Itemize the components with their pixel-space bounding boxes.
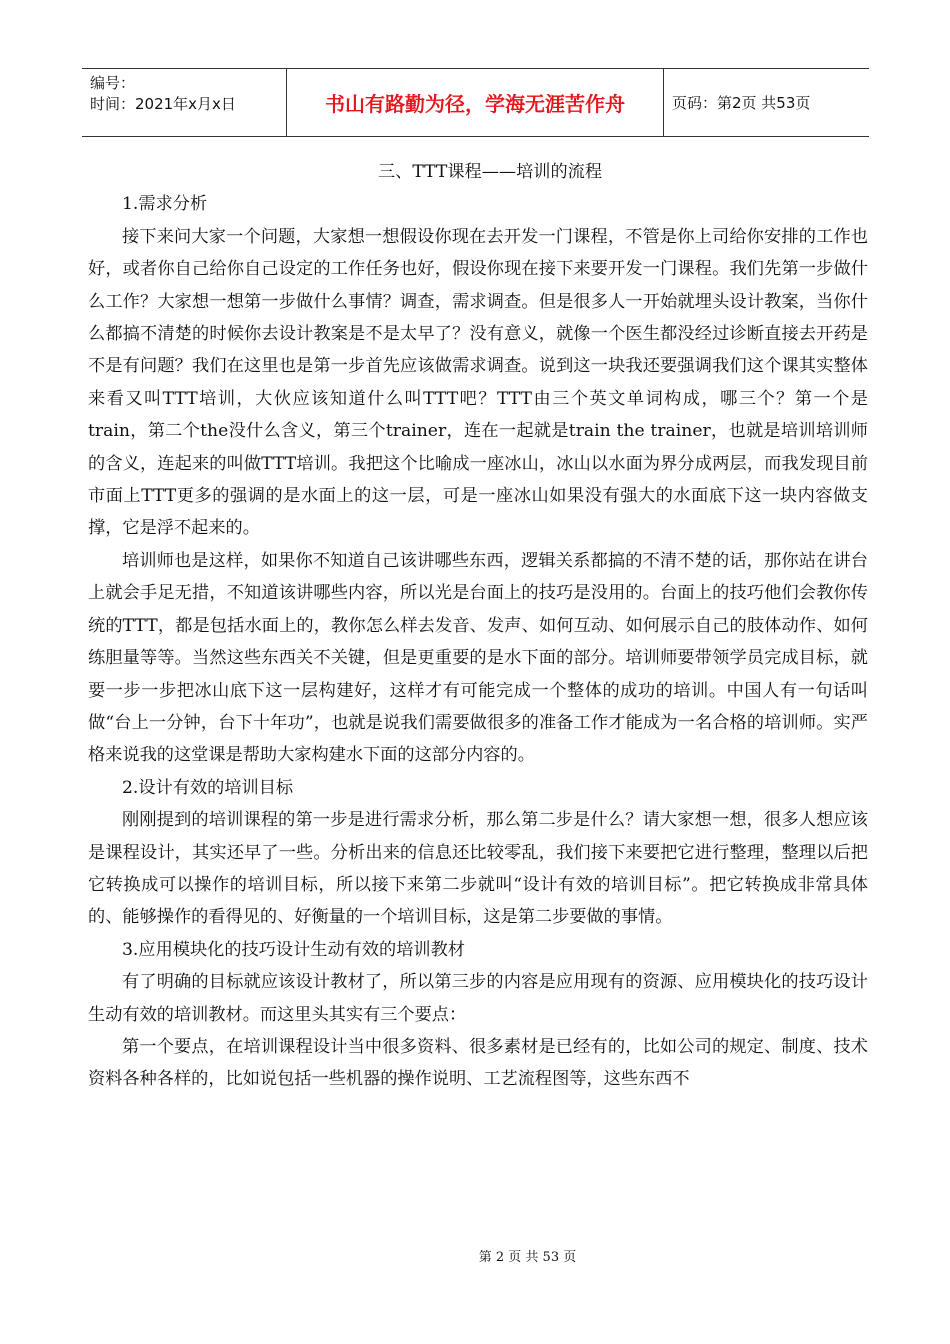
paragraph: 有了明确的目标就应该设计教材了，所以第三步的内容是应用现有的资源、应用模块化的技巧设计生动有效的培训教材。而这里头其实有三个要点： — [88, 972, 868, 1025]
header-meta — [82, 69, 287, 136]
page-footer: 第 2 页 共 53 页 — [478, 1250, 577, 1265]
section-title: 三、TTT课程——培训的流程 — [377, 162, 603, 182]
document-body — [88, 156, 868, 1096]
page-header — [82, 68, 869, 137]
motto-text: 书山有路勤为径，学海无涯苦作舟 — [325, 92, 625, 116]
heading-needs-analysis: 1.需求分析 — [122, 194, 208, 215]
paragraph: 刚刚提到的培训课程的第一步是进行需求分析，那么第二步是什么？请大家想一想，很多人想应该是课程设计，其实还早了一些。分析出来的信息还比较零乱，我们接下来要把它进行整理，整理以后把它转换成可以操作的培训目标，所以接下来第二步就叫“设计有效的培训目标”。把它转换成非常具体的、能够操作的看得见的、好衡量的一个培训目标，这是第二步要做的事情。 — [88, 810, 868, 928]
heading-training-goals: 2.设计有效的培训目标 — [122, 777, 294, 798]
time-label: 时间：2021年x月x日 — [90, 95, 236, 113]
paragraph: 接下来问大家一个问题，大家想一想假设你现在去开发一门课程，不管是你上司给你安排的工作也好，或者你自己给你自己设定的工作任务也好，假设你现在接下来要开发一门课程。我们先第一步做什么工作？大家想一想第一步做什么事情？调查，需求调查。但是很多人一开始就埋头设计教案，当你什么都搞不清楚的时候你去设计教案是不是太早了？没有意义，就像一个医生都没经过诊断直接去开药是不是有问题？我们在这里也是第一步首先应该做需求调查。说到这一块我还要强调我们这个课其实整体来看又叫TTT培训，大伙应该知道什么叫TTT吧？TTT由三个英文单词构成，哪三个？第一个是train，第二个the没什么含义，第三个trainer，连在一起就是train the trainer，也就是培训培训师的含义，连起来的叫做TTT培训。我把这个比喻成一座冰山，冰山以水面为界分成两层，而我发现目前市面上TTT更多的强调的是水面上的这一层，可是一座冰山如果没有强大的水面底下这一块内容做支撑，它是浮不起来的。 — [88, 226, 868, 539]
page-label: 页码：第2页 共53页 — [672, 94, 811, 112]
paragraph: 第一个要点，在培训课程设计当中很多资料、很多素材是已经有的，比如公司的规定、制度、技术资料各种各样的，比如说包括一些机器的操作说明、工艺流程图等，这些东西不 — [88, 1036, 868, 1090]
header-page — [664, 69, 869, 136]
paragraph: 培训师也是这样，如果你不知道自己该讲哪些东西，逻辑关系都搞的不清不楚的话，那你站在讲台上就会手足无措，不知道该讲哪些内容，所以光是台面上的技巧是没用的。台面上的技巧他们会教你传统的TTT，都是包括水面上的，教你怎么样去发音、发声、如何互动、如何展示自己的肢体动作、如何练胆量等等。当然这些东西关不关键，但是更重要的是水下面的部分。培训师要带领学员完成目标，就要一步一步把冰山底下这一层构建好，这样才有可能完成一个整体的成功的培训。中国人有一句话叫做“台上一分钟，台下十年功”，也就是说我们需要做很多的准备工作才能成为一名合格的培训师。实严格来说我的这堂课是帮助大家构建水下面的这部分内容的。 — [88, 550, 868, 766]
heading-training-materials: 3.应用模块化的技巧设计生动有效的培训教材 — [122, 939, 465, 960]
number-label: 编号： — [90, 74, 136, 92]
header-motto — [287, 69, 664, 136]
